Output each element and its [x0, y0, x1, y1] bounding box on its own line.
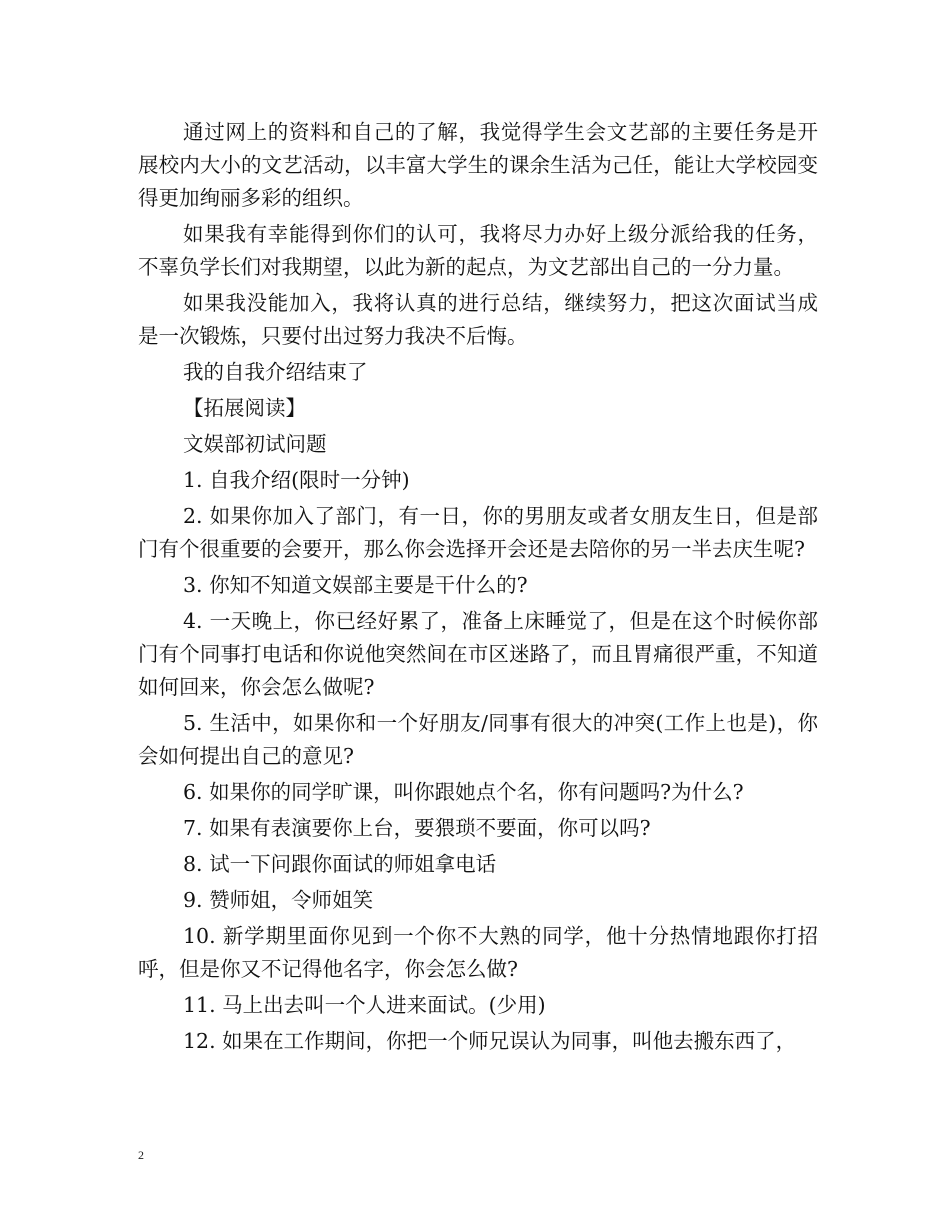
question-item: 4. 一天晚上，你已经好累了，准备上床睡觉了，但是在这个时候你部门有个同事打电话和你说他突然间在市区迷路了，而且胃痛很严重，不知道如何回来，你会怎么做呢? — [138, 609, 818, 699]
question-item: 6. 如果你的同学旷课，叫你跟她点个名，你有问题吗?为什么? — [183, 780, 744, 804]
paragraph-if-rejected: 如果我没能加入，我将认真的进行总结，继续努力，把这次面试当成是一次锻炼，只要付出过努力我决不后悔。 — [138, 291, 818, 348]
page-number: 2 — [138, 1148, 144, 1162]
section-heading-extended-reading: 【拓展阅读】 — [183, 396, 306, 420]
question-item: 11. 马上出去叫一个人进来面试。(少用) — [183, 993, 546, 1017]
question-item: 9. 赞师姐，令师姐笑 — [183, 888, 374, 912]
paragraph-intro-task: 通过网上的资料和自己的了解，我觉得学生会文艺部的主要任务是开展校内大小的文艺活动，以丰富大学生的课余生活为己任，能让大学校园变得更加绚丽多彩的组织。 — [138, 120, 818, 210]
question-item: 7. 如果有表演要你上台，要猥琐不要面，你可以吗? — [183, 816, 651, 840]
paragraph-if-accepted: 如果我有幸能得到你们的认可，我将尽力办好上级分派给我的任务，不辜负学长们对我期望，以此为新的起点，为文艺部出自己的一分力量。 — [138, 222, 818, 279]
question-item: 2. 如果你加入了部门，有一日，你的男朋友或者女朋友生日，但是部门有个很重要的会要开，那么你会选择开会还是去陪你的另一半去庆生呢? — [138, 504, 818, 561]
paragraph-closing: 我的自我介绍结束了 — [183, 360, 368, 384]
question-item: 10. 新学期里面你见到一个你不大熟的同学，他十分热情地跟你打招呼，但是你又不记得他名字，你会怎么做? — [138, 924, 818, 981]
question-item: 8. 试一下问跟你面试的师姐拿电话 — [183, 852, 497, 876]
question-item: 3. 你知不知道文娱部主要是干什么的? — [183, 573, 528, 597]
question-item: 5. 生活中，如果你和一个好朋友/同事有很大的冲突(工作上也是)，你会如何提出自己的意见? — [138, 711, 818, 768]
question-item: 1. 自我介绍(限时一分钟) — [183, 468, 410, 492]
question-item: 12. 如果在工作期间，你把一个师兄误认为同事，叫他去搬东西了， — [183, 1029, 797, 1053]
body-text — [138, 116, 818, 1061]
section-subheading-questions: 文娱部初试问题 — [183, 432, 327, 456]
